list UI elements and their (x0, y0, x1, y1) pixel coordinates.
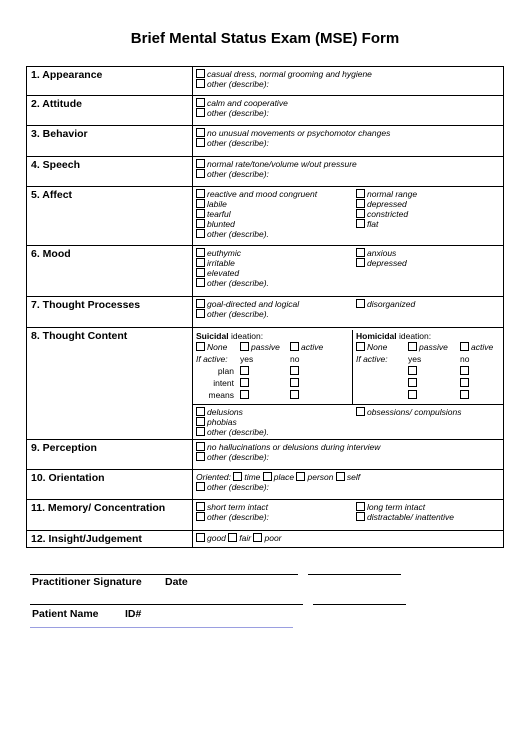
suicidal-suffix: ideation: (228, 331, 264, 341)
checkbox[interactable] (196, 98, 205, 107)
bottom-rule (30, 627, 293, 628)
means-label: means (208, 390, 234, 400)
checkbox[interactable] (196, 108, 205, 117)
homicidal-suffix: ideation: (396, 331, 432, 341)
checkbox[interactable] (196, 502, 205, 511)
patient-name-line[interactable] (30, 604, 303, 605)
checkbox[interactable] (196, 189, 205, 198)
row-speech (27, 157, 504, 187)
homicidal-ideation-box (353, 330, 503, 404)
id-label: ID# (125, 608, 142, 620)
id-line[interactable] (313, 604, 406, 605)
option-label: normal range (367, 189, 418, 199)
row-label: 9. Perception (27, 440, 193, 470)
option-label: None (367, 342, 388, 352)
option-label: place (273, 472, 295, 482)
row-label: 5. Affect (27, 187, 193, 246)
checkbox[interactable] (356, 189, 365, 198)
plan-yes-checkbox[interactable] (240, 366, 249, 375)
option-label: flat (367, 219, 379, 229)
option-label: other (describe): (207, 138, 269, 148)
checkbox[interactable] (196, 219, 205, 228)
option-label: other (describe): (207, 108, 269, 118)
row-memory (27, 500, 504, 531)
checkbox[interactable] (196, 69, 205, 78)
intent-yes-checkbox[interactable] (240, 378, 249, 387)
option-label: other (describe). (207, 229, 269, 239)
intent-label: intent (213, 378, 234, 388)
checkbox[interactable] (233, 472, 242, 481)
option-label: active (471, 342, 494, 352)
option-label: normal rate/tone/volume w/out pressure (207, 159, 357, 169)
row-label: 11. Memory/ Concentration (27, 500, 193, 531)
option-label: anxious (367, 248, 397, 258)
option-label: other (describe): (207, 482, 269, 492)
if-active-label: If active: (196, 354, 228, 364)
checkbox[interactable] (356, 502, 365, 511)
practitioner-signature-label: Practitioner Signature (32, 576, 142, 588)
intent-yes-checkbox[interactable] (408, 378, 417, 387)
row-label: 10. Orientation (27, 470, 193, 500)
option-label: other (describe): (207, 512, 269, 522)
yes-header: yes (408, 354, 422, 364)
checkbox[interactable] (196, 159, 205, 168)
plan-label: plan (217, 366, 234, 376)
checkbox[interactable] (228, 533, 237, 542)
checkbox[interactable] (196, 452, 205, 461)
option-label: tearful (207, 209, 231, 219)
checkbox[interactable] (408, 342, 417, 351)
option-label: other (describe): (207, 452, 269, 462)
option-label: other (describe). (207, 278, 269, 288)
checkbox[interactable] (196, 278, 205, 287)
checkbox[interactable] (336, 472, 345, 481)
option-label: distractable/ inattentive (367, 512, 454, 522)
checkbox[interactable] (253, 533, 262, 542)
checkbox[interactable] (196, 138, 205, 147)
option-label: constricted (367, 209, 409, 219)
row-label: 6. Mood (27, 246, 193, 297)
if-active-label: If active: (356, 354, 388, 364)
row-label: 8. Thought Content (27, 328, 193, 440)
plan-yes-checkbox[interactable] (408, 366, 417, 375)
option-label: elevated (207, 268, 240, 278)
checkbox[interactable] (263, 472, 272, 481)
checkbox[interactable] (196, 512, 205, 521)
option-label: person (307, 472, 334, 482)
row-appearance (27, 67, 504, 96)
checkbox[interactable] (196, 248, 205, 257)
row-orientation (27, 470, 504, 500)
option-label: reactive and mood congruent (207, 189, 318, 199)
option-label: depressed (367, 258, 407, 268)
checkbox[interactable] (356, 407, 365, 416)
checkbox[interactable] (356, 248, 365, 257)
option-label: calm and cooperative (207, 98, 288, 108)
checkbox[interactable] (356, 258, 365, 267)
option-label: other (describe): (207, 169, 269, 179)
checkbox[interactable] (356, 209, 365, 218)
means-yes-checkbox[interactable] (408, 390, 417, 399)
option-label: other (describe). (207, 427, 269, 437)
option-label: delusions (207, 407, 243, 417)
option-label: time (244, 472, 261, 482)
checkbox[interactable] (296, 472, 305, 481)
means-yes-checkbox[interactable] (240, 390, 249, 399)
row-label: 12. Insight/Judgement (27, 531, 193, 548)
option-label: None (207, 342, 228, 352)
row-affect (27, 187, 504, 246)
intent-no-checkbox[interactable] (290, 378, 299, 387)
option-label: disorganized (367, 299, 416, 309)
checkbox[interactable] (196, 299, 205, 308)
row-behavior (27, 126, 504, 157)
option-label: no hallucinations or delusions during interview (207, 442, 381, 452)
row-label: 1. Appearance (27, 67, 193, 96)
checkbox[interactable] (196, 268, 205, 277)
checkbox[interactable] (196, 482, 205, 491)
option-label: self (346, 472, 361, 482)
checkbox[interactable] (356, 512, 365, 521)
option-label: labile (207, 199, 227, 209)
option-label: long term intact (367, 502, 426, 512)
patient-name-label: Patient Name (32, 608, 99, 620)
checkbox[interactable] (460, 342, 469, 351)
option-label: other (describe): (207, 79, 269, 89)
option-label: goal-directed and logical (207, 299, 300, 309)
row-label: 3. Behavior (27, 126, 193, 157)
intent-no-checkbox[interactable] (460, 378, 469, 387)
checkbox[interactable] (356, 342, 365, 351)
date-line[interactable] (308, 574, 401, 575)
form-title: Brief Mental Status Exam (MSE) Form (130, 30, 400, 47)
date-label: Date (165, 576, 188, 588)
row-label: 2. Attitude (27, 96, 193, 126)
option-label: active (301, 342, 324, 352)
checkbox[interactable] (356, 299, 365, 308)
mse-table (26, 66, 504, 548)
no-header: no (290, 354, 300, 364)
option-label: phobias (207, 417, 237, 427)
option-label: obsessions/ compulsions (367, 407, 462, 417)
option-label: fair (239, 533, 252, 543)
means-no-checkbox[interactable] (290, 390, 299, 399)
checkbox[interactable] (196, 209, 205, 218)
homicidal-title: Homicidal (356, 331, 397, 341)
row-thought-content (27, 328, 504, 440)
checkbox[interactable] (196, 342, 205, 351)
row-attitude (27, 96, 504, 126)
row-insight (27, 531, 504, 548)
row-mood (27, 246, 504, 297)
checkbox[interactable] (196, 417, 205, 426)
suicidal-ideation-box (193, 330, 353, 404)
option-label: other (describe). (207, 309, 269, 319)
plan-no-checkbox[interactable] (290, 366, 299, 375)
checkbox[interactable] (290, 342, 299, 351)
checkbox[interactable] (240, 342, 249, 351)
practitioner-signature-line[interactable] (30, 574, 298, 575)
checkbox[interactable] (196, 199, 205, 208)
option-label: poor (264, 533, 282, 543)
option-label: no unusual movements or psychomotor changes (207, 128, 391, 138)
option-label: passive (251, 342, 280, 352)
checkbox[interactable] (196, 309, 205, 318)
oriented-label: Oriented: (196, 472, 231, 482)
plan-no-checkbox[interactable] (460, 366, 469, 375)
checkbox[interactable] (196, 258, 205, 267)
checkbox[interactable] (196, 128, 205, 137)
checkbox[interactable] (196, 407, 205, 416)
option-label: blunted (207, 219, 235, 229)
means-no-checkbox[interactable] (460, 390, 469, 399)
row-label: 7. Thought Processes (27, 297, 193, 328)
checkbox[interactable] (196, 169, 205, 178)
option-label: short term intact (207, 502, 268, 512)
checkbox[interactable] (196, 427, 205, 436)
checkbox[interactable] (196, 79, 205, 88)
row-thought-processes (27, 297, 504, 328)
yes-header: yes (240, 354, 254, 364)
option-label: good (207, 533, 226, 543)
option-label: depressed (367, 199, 407, 209)
suicidal-title: Suicidal (196, 331, 229, 341)
option-label: euthymic (207, 248, 242, 258)
checkbox[interactable] (196, 533, 205, 542)
no-header: no (460, 354, 470, 364)
option-label: passive (419, 342, 448, 352)
checkbox[interactable] (356, 199, 365, 208)
option-label: irritable (207, 258, 235, 268)
option-label: casual dress, normal grooming and hygiene (207, 69, 372, 79)
checkbox[interactable] (196, 229, 205, 238)
checkbox[interactable] (196, 442, 205, 451)
row-label: 4. Speech (27, 157, 193, 187)
checkbox[interactable] (356, 219, 365, 228)
row-perception (27, 440, 504, 470)
